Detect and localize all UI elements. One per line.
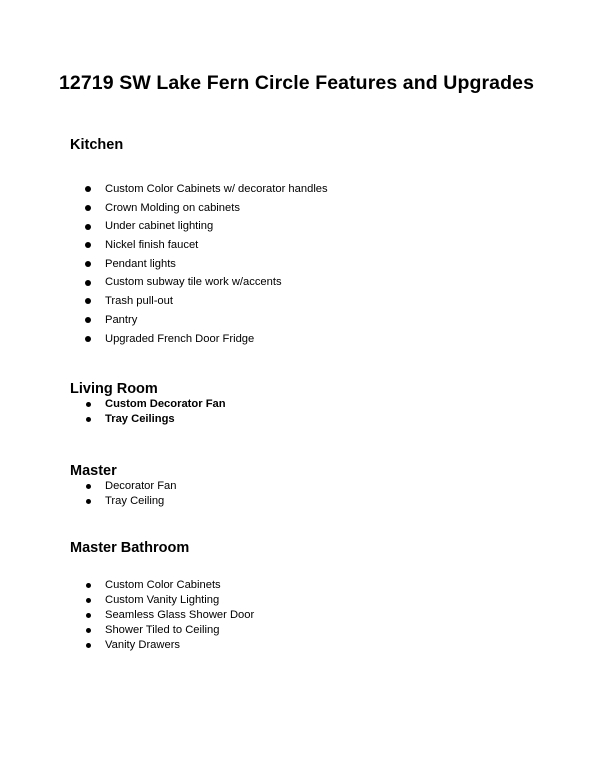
section-kitchen (70, 137, 328, 348)
page-title: 12719 SW Lake Fern Circle Features and Upgrades (58, 72, 535, 94)
list-item (70, 623, 254, 638)
bullet-icon (86, 643, 91, 648)
list-item-text: Tray Ceiling (105, 495, 165, 507)
list-item (70, 608, 254, 623)
list-item (70, 479, 177, 494)
bullet-icon (86, 628, 91, 633)
bullet-icon (86, 499, 91, 504)
bullet-icon (85, 224, 91, 230)
list-item-text: Nickel finish faucet (105, 239, 199, 252)
list-item (70, 494, 177, 509)
list-item (70, 255, 328, 274)
section-living-room (70, 381, 226, 427)
list-item-text: Shower Tiled to Ceiling (105, 624, 220, 636)
living-room-feature-list (70, 397, 226, 427)
list-item (70, 330, 328, 349)
bullet-icon (85, 280, 91, 286)
bullet-icon (85, 317, 91, 323)
list-item-text: Tray Ceilings (105, 413, 175, 425)
bullet-icon (86, 484, 91, 489)
list-item-text: Pendant lights (105, 257, 176, 270)
section-heading-master-bathroom: Master Bathroom (70, 540, 190, 556)
section-heading-living-room: Living Room (70, 381, 158, 397)
list-item-text: Custom subway tile work w/accents (105, 276, 282, 289)
list-item-text: Crown Molding on cabinets (105, 201, 240, 214)
section-heading-master: Master (70, 463, 117, 479)
section-heading-kitchen: Kitchen (70, 137, 124, 153)
list-item-text: Custom Vanity Lighting (105, 594, 220, 606)
list-item-text: Under cabinet lighting (105, 220, 214, 233)
list-item (70, 273, 328, 292)
list-item-text: Decorator Fan (105, 480, 177, 492)
master-bathroom-feature-list (70, 578, 254, 653)
master-feature-list (70, 479, 177, 509)
list-item-text: Vanity Drawers (105, 639, 181, 651)
list-item (70, 593, 254, 608)
section-master (70, 463, 177, 509)
bullet-icon (86, 598, 91, 603)
list-item (70, 217, 328, 236)
list-item-text: Pantry (105, 313, 138, 326)
list-item (70, 397, 226, 412)
list-item (70, 199, 328, 218)
list-item-text: Trash pull-out (105, 295, 173, 308)
list-item-text: Custom Decorator Fan (105, 398, 226, 410)
bullet-icon (85, 242, 91, 248)
list-item (70, 412, 226, 427)
bullet-icon (85, 205, 91, 211)
bullet-icon (85, 336, 91, 342)
list-item-text: Custom Color Cabinets w/ decorator handles (105, 183, 328, 195)
list-item (70, 578, 254, 593)
bullet-icon (86, 402, 91, 407)
list-item-text: Custom Color Cabinets (105, 579, 221, 591)
section-master-bathroom (70, 540, 254, 653)
bullet-icon (85, 261, 91, 267)
bullet-icon (85, 298, 91, 304)
list-item (70, 180, 328, 199)
list-item (70, 236, 328, 255)
list-item-text: Seamless Glass Shower Door (105, 609, 255, 621)
bullet-icon (86, 613, 91, 618)
bullet-icon (85, 186, 91, 192)
list-item (70, 638, 254, 653)
bullet-icon (86, 417, 91, 422)
bullet-icon (86, 583, 91, 588)
list-item (70, 311, 328, 330)
list-item (70, 292, 328, 311)
kitchen-feature-list (70, 180, 328, 348)
list-item-text: Upgraded French Door Fridge (105, 332, 255, 345)
